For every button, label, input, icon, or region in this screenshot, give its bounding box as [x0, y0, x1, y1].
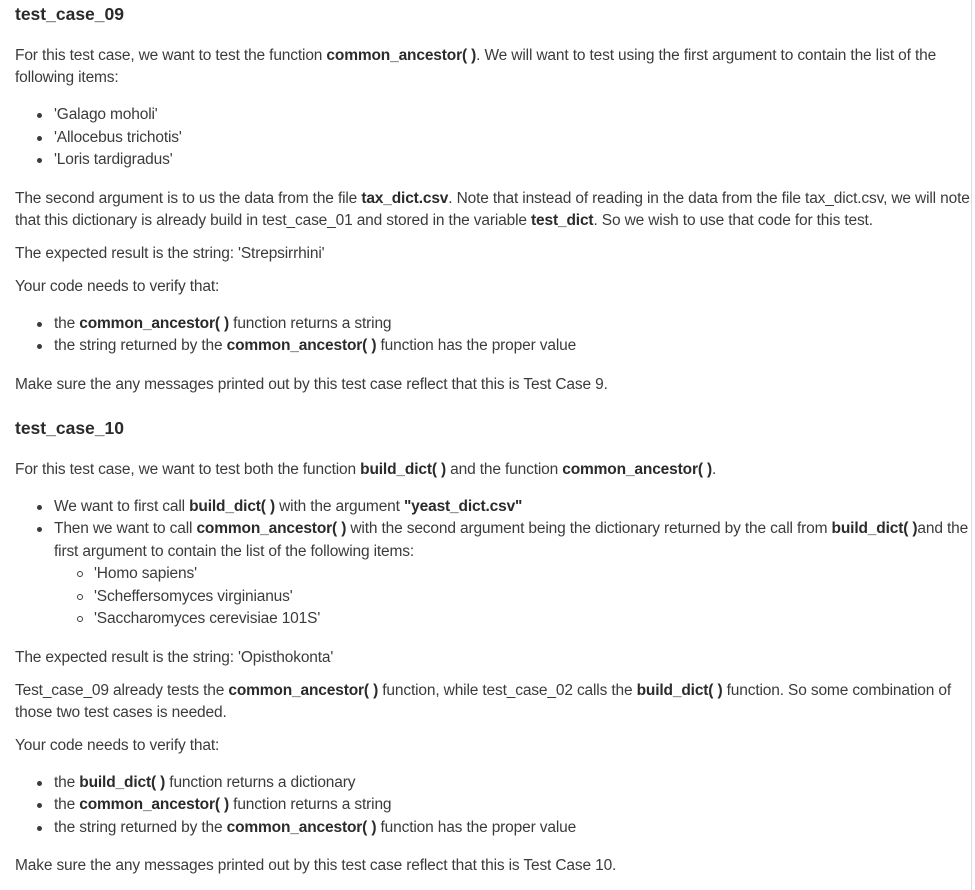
expected-result-09: The expected result is the string: 'Strepsirrhini' — [15, 244, 325, 262]
intro-paragraph-10: For this test case, we want to test both the function build_dict( ) and the function common_ancestor( ). — [15, 460, 717, 478]
list-item: 'Scheffersomyces virginianus' — [94, 586, 973, 609]
verify-list-10 — [15, 772, 975, 840]
expected-result-10: The expected result is the string: 'Opisthokonta' — [15, 648, 334, 666]
list-item: 'Galago moholi' — [54, 104, 975, 127]
list-item: 'Saccharomyces cerevisiae 101S' — [94, 608, 973, 631]
verify-list-09 — [15, 313, 975, 358]
footer-note-10: Make sure the any messages printed out by this test case reflect that this is Test Case 10. — [15, 857, 617, 874]
function-name: common_ancestor( ) — [326, 47, 477, 64]
verify-label-09: Your code needs to verify that: — [15, 277, 220, 295]
footer-note-09: Make sure the any messages printed out by this test case reflect that this is Test Case 9. — [15, 375, 608, 393]
section-heading-test-case-09: test_case_09 — [15, 4, 124, 24]
list-item: 'Loris tardigradus' — [54, 149, 975, 172]
second-argument-paragraph-09: The second argument is to us the data from the file tax_dict.csv. Note that instead of reading in the data from the file tax_dict.csv, we will note that this dictionary is already build in test_case_01 and stored in the variable test_dict. So we wish to use that code for this test. — [15, 189, 970, 229]
steps-list-10 — [15, 496, 975, 631]
section-heading-test-case-10: test_case_10 — [15, 417, 124, 438]
combination-paragraph-10: Test_case_09 already tests the common_ancestor( ) function, while test_case_02 calls the build_dict( ) function. So some combination of those two test cases is needed. — [15, 681, 952, 721]
list-item: the common_ancestor( ) function returns a string — [54, 794, 975, 817]
list-item: the string returned by the common_ancestor( ) function has the proper value — [54, 817, 975, 840]
intro-paragraph-09: For this test case, we want to test the function common_ancestor( ). We will want to test using the first argument to contain the list of the following items: — [15, 47, 937, 86]
list-item: 'Homo sapiens' — [94, 563, 973, 586]
file-name: tax_dict.csv — [361, 189, 449, 207]
list-item: Then we want to call common_ancestor( ) with the second argument being the dictionary returned by the call from build_dict( )and the first argument to contain the list of the following items: 'Homo sapiens' 'Scheffersomyces virginianus' 'Saccharomyces cerevisiae 101S' — [54, 518, 975, 631]
verify-label-10: Your code needs to verify that: — [15, 736, 220, 754]
items-list-09 — [15, 104, 975, 172]
list-item: 'Allocebus trichotis' — [54, 127, 975, 150]
variable-name: test_dict — [531, 211, 594, 229]
items-list-10 — [54, 563, 973, 631]
list-item: the string returned by the common_ancestor( ) function has the proper value — [54, 335, 975, 358]
instructions-content — [0, 2, 975, 877]
list-item: the common_ancestor( ) function returns a string — [54, 313, 975, 336]
list-item: We want to first call build_dict( ) with the argument "yeast_dict.csv" — [54, 496, 975, 519]
list-item: the build_dict( ) function returns a dictionary — [54, 772, 975, 795]
